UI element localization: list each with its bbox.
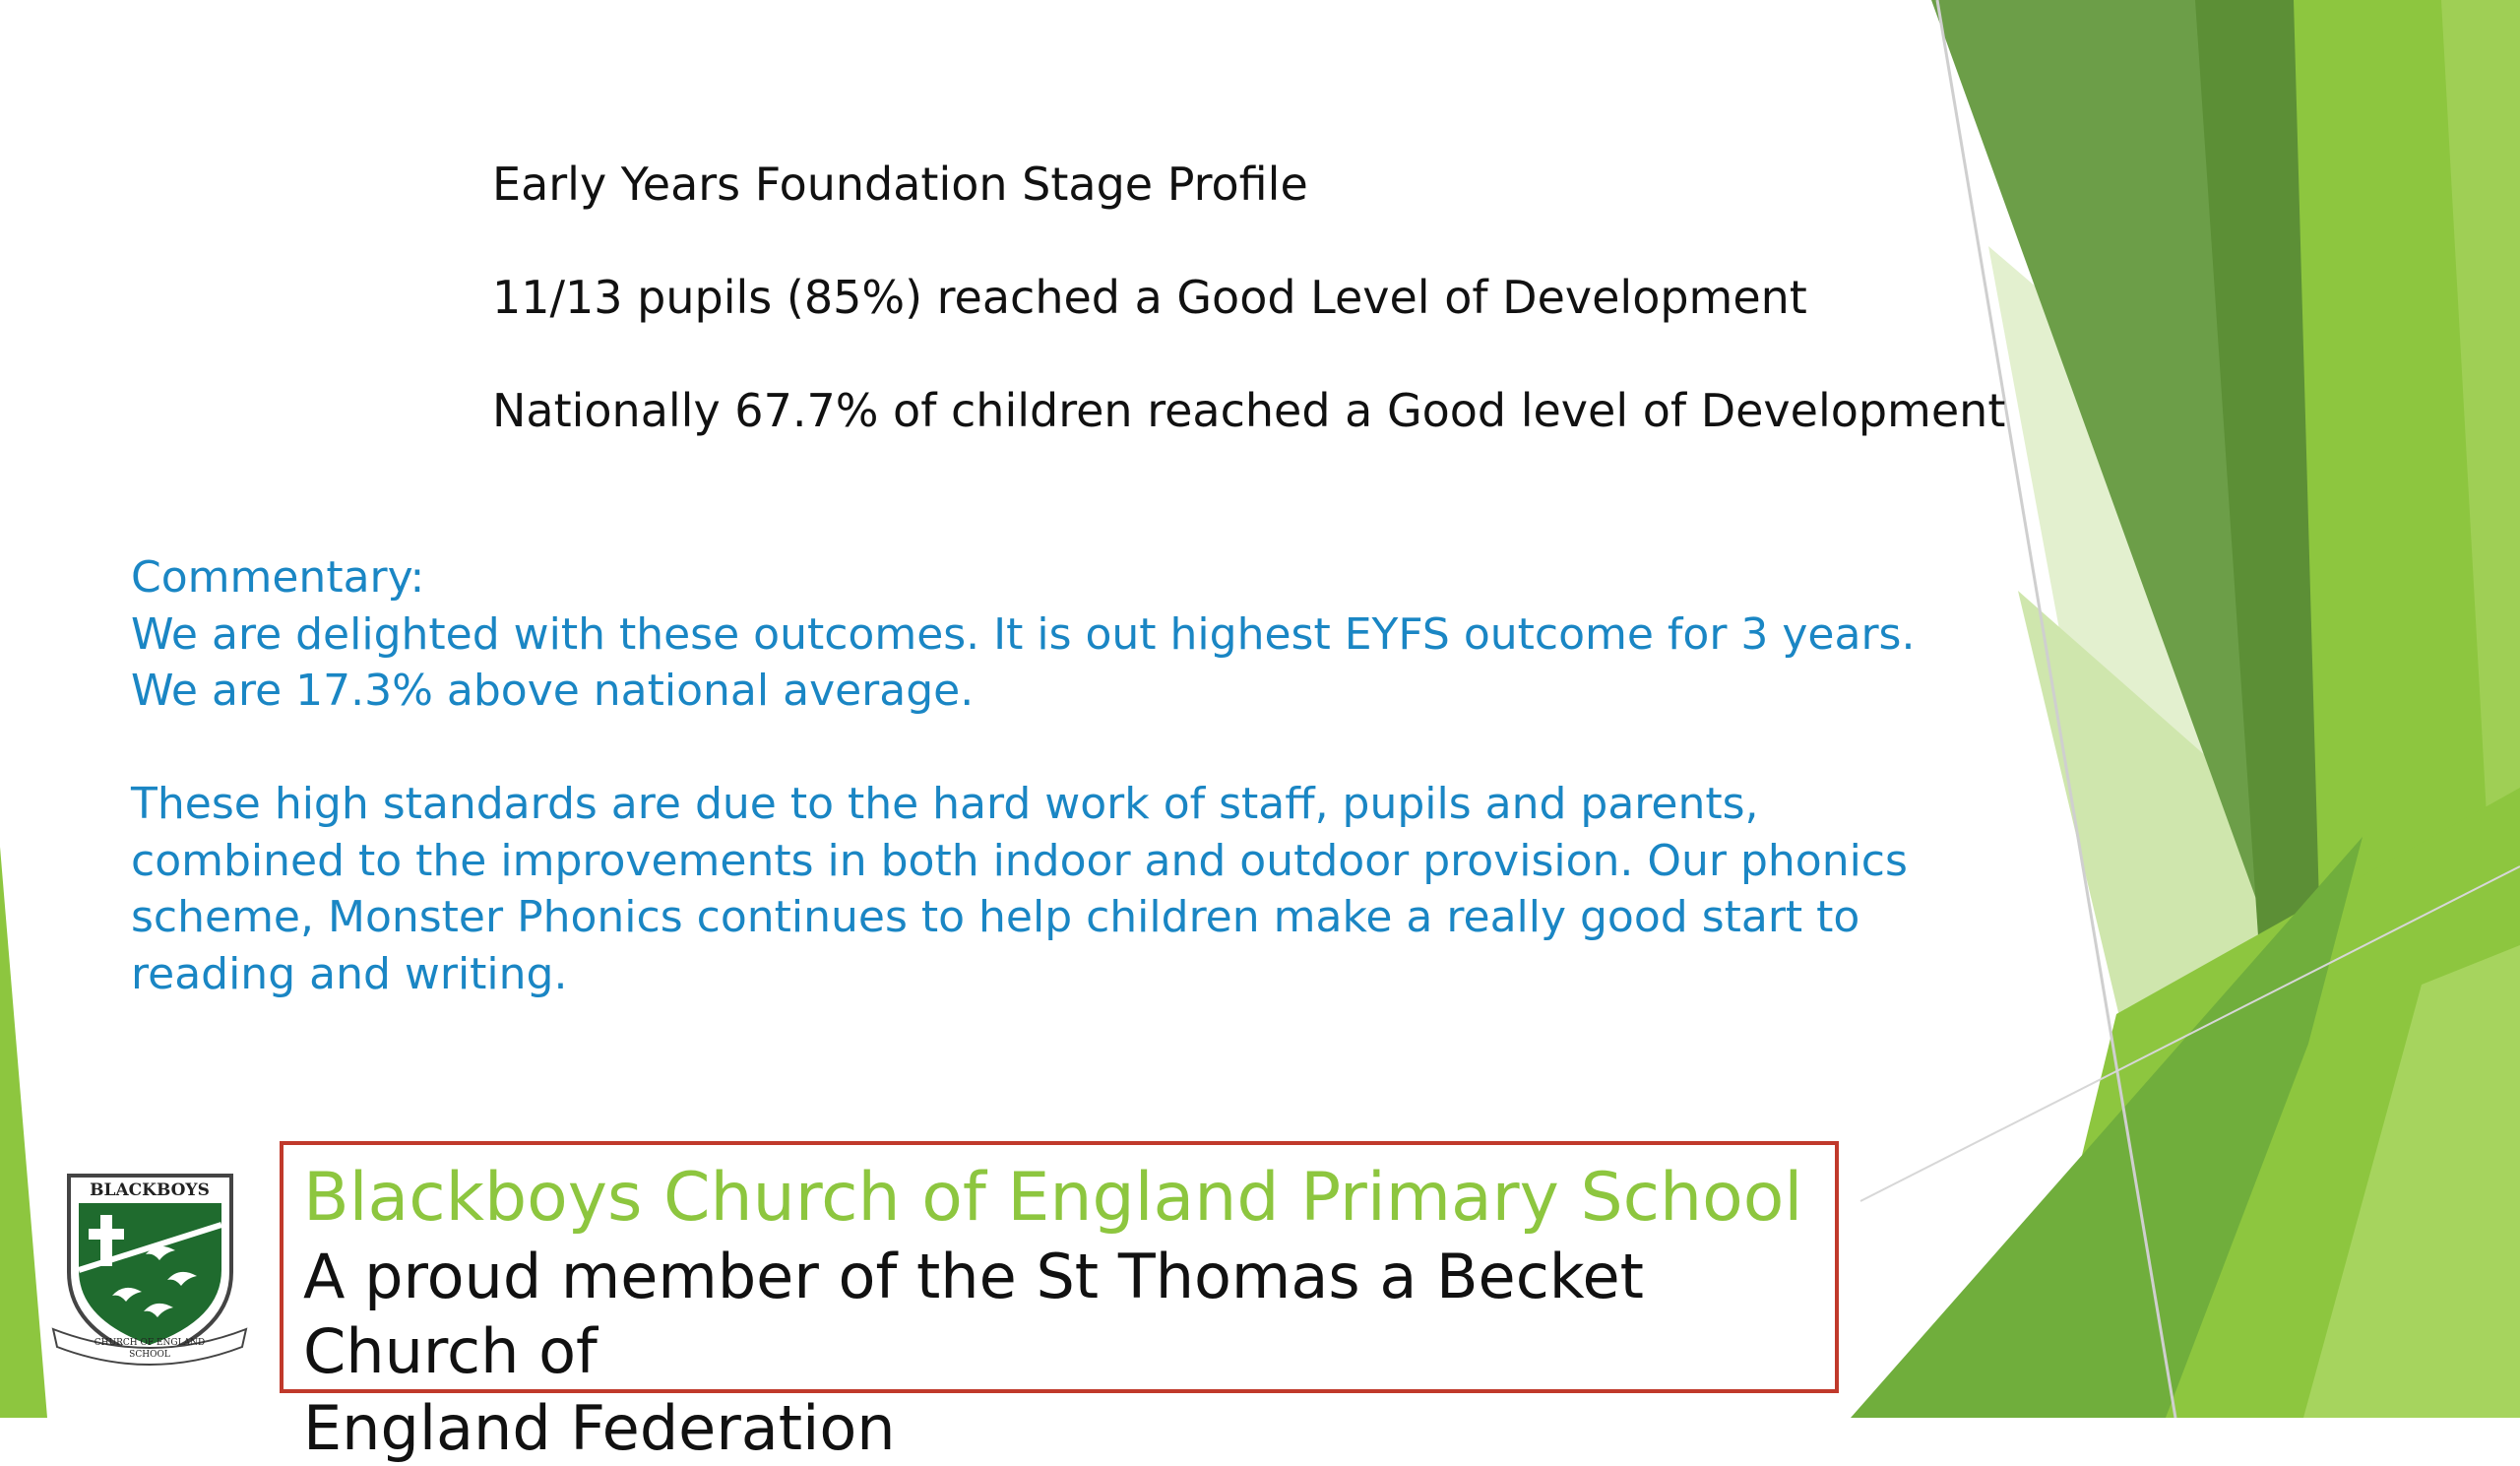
paragraph-gap	[131, 720, 2001, 777]
footer-box	[280, 1141, 1839, 1464]
stats-result: 11/13 pupils (85%) reached a Good Level of Development	[492, 271, 1807, 324]
cross-icon-vertical	[100, 1215, 112, 1266]
commentary-line: These high standards are due to the hard work of staff, pupils and parents,	[131, 779, 1759, 829]
commentary-line: reading and writing.	[131, 948, 568, 999]
logo-bottom-text: CHURCH OF ENGLAND	[94, 1338, 206, 1348]
stats-heading: Early Years Foundation Stage Profile	[492, 158, 1308, 211]
stats-national: Nationally 67.7% of children reached a Good level of Development	[492, 384, 2006, 437]
commentary-line: We are 17.3% above national average.	[131, 666, 975, 716]
commentary-line: We are delighted with these outcomes. It is out highest EYFS outcome for 3 years.	[131, 608, 1916, 660]
logo-bottom-text: SCHOOL	[129, 1350, 170, 1360]
federation-line: England Federation	[303, 1392, 896, 1464]
federation-line: A proud member of the St Thomas a Becket Church of	[303, 1241, 1644, 1387]
cross-icon-horizontal	[89, 1229, 124, 1240]
commentary-line: scheme, Monster Phonics continues to help children make a really good start to	[131, 892, 1860, 942]
commentary-block	[131, 549, 2001, 1002]
left-green-wedge	[0, 847, 47, 1418]
eyfs-stats	[492, 156, 2005, 495]
school-crest-logo	[49, 1164, 251, 1365]
commentary-label: Commentary:	[131, 552, 425, 603]
commentary-line: combined to the improvements in both indoor and outdoor provision. Our phonics	[131, 835, 1908, 886]
logo-top-text: BLACKBOYS	[90, 1180, 210, 1200]
school-name: Blackboys Church of England Primary School	[303, 1159, 1803, 1237]
